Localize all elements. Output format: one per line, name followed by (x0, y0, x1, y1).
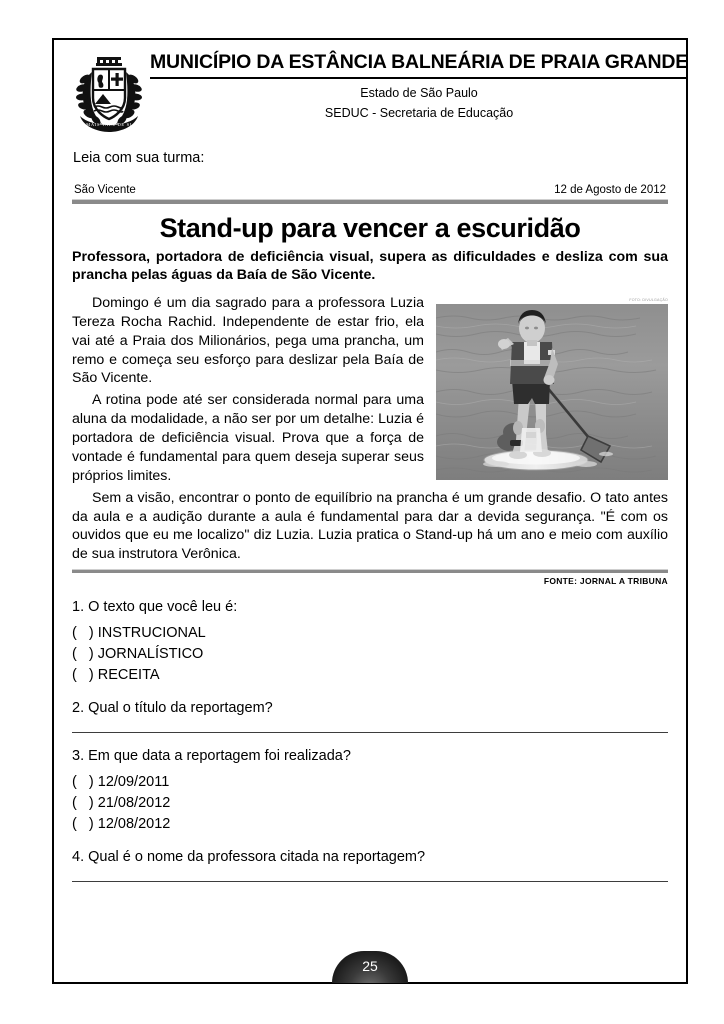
option-date-12-09-2011[interactable]: ( ) 12/09/2011 (72, 773, 170, 790)
svg-text:MAIS VALE DE SI: MAIS VALE DE SI (86, 122, 132, 127)
question-1-text: 1. O texto que você leu é: (72, 599, 238, 616)
article-body (72, 294, 668, 564)
document-header (72, 46, 689, 132)
clipping-location: São Vicente (74, 184, 136, 196)
article-photo (436, 297, 668, 480)
option-jornalistico[interactable]: ( ) JORNALÍSTICO (72, 646, 204, 663)
option-instrucional[interactable]: ( ) INSTRUCIONAL (72, 625, 206, 641)
coat-of-arms-icon (72, 50, 146, 132)
question-4-answer-line[interactable] (72, 881, 668, 882)
article-paragraph-3: Sem a visão, encontrar o ponto de equilíbrio na prancha é um grande desafio. O tato antes da aula e a audição durante a aula é fundamental para dar a devida segurança. "É com os ouvidos que eu me localizo" diz Luzia. Luzia pratica o Stand-up há um ano e meio com auxílio de sua instrutora Verônica. (72, 489, 668, 563)
department-line: SEDUC - Secretaria de Educação (324, 105, 514, 120)
page-border-frame (52, 38, 688, 984)
clipping-meta (72, 184, 668, 196)
spacer-after-q3 (72, 835, 668, 848)
option-date-21-08-2012[interactable]: ( ) 21/08/2012 (72, 794, 171, 811)
article-paragraph-1: Domingo é um dia sagrado para a professora Luzia Tereza Rocha Rachid. Independente de estar frio, ela vai até a Praia dos Milionários, pega uma prancha, um remo e começa seu esforço para deslizar pela Baía de São Vicente. (72, 294, 424, 387)
spacer-after-q1 (72, 686, 668, 699)
organization-title: MUNICÍPIO DA ESTÂNCIA BALNEÁRIA DE PRAIA GRANDE (150, 51, 689, 73)
question-2-answer-line[interactable] (72, 732, 668, 733)
option-receita[interactable]: ( ) RECEITA (72, 667, 160, 684)
article-source: FONTE: JORNAL A TRIBUNA (543, 576, 668, 587)
clipping-date: 12 de Agosto de 2012 (554, 184, 666, 196)
question-3-text: 3. Em que data a reportagem foi realizada? (72, 747, 351, 764)
option-date-12-08-2012[interactable]: ( ) 12/08/2012 (72, 815, 171, 832)
header-rule (150, 77, 688, 79)
header-titles (146, 50, 688, 123)
source-rule (72, 569, 668, 573)
question-1-options (72, 623, 668, 686)
state-line: Estado de São Paulo (360, 86, 478, 101)
question-4-text: 4. Qual é o nome da professora citada na reportagem? (72, 848, 426, 865)
article-headline: Stand-up para vencer a escuridão (159, 213, 581, 243)
page-number-badge: 25 (332, 951, 408, 983)
article-standfirst: Professora, portadora de deficiência visual, supera as dificuldades e desliza com sua prancha pelas águas da Baía de São Vicente. (72, 249, 668, 284)
question-2-text: 2. Qual o título da reportagem? (72, 700, 273, 717)
question-3-options (72, 772, 668, 835)
clipping-top-rule (72, 199, 668, 204)
article-paragraph-2: A rotina pode até ser considerada normal para uma aluna da modalidade, a não ser por um detalhe: Luzia é portadora de deficiência visual. Prova que a força de vontade é fundamental para quem deseja superar seus próprios limites. (72, 392, 424, 484)
photo-credit: FOTO: DIVULGAÇÃO (629, 297, 668, 302)
questions-section (72, 598, 668, 881)
stand-up-paddle-photo (436, 304, 668, 480)
instruction-text: Leia com sua turma: (73, 150, 205, 166)
page-content (54, 40, 689, 982)
